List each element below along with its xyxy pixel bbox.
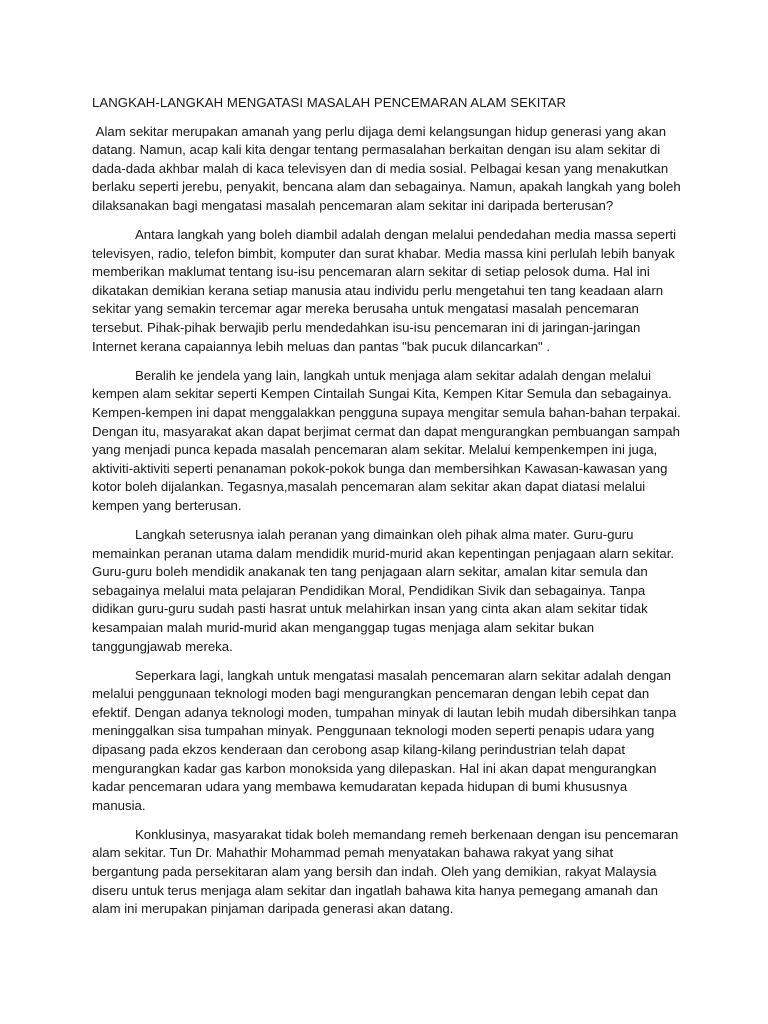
paragraph-media-massa: Antara langkah yang boleh diambil adalah dengan melalui pendedahan media massa seperti televisyen, radio, telefon bimbit, komputer dan surat khabar. Media massa kini perlulah lebih banyak memberikan maklumat tentang isu-isu pencemaran alarn sekitar di setiap pelosok duma. Hal ini dikatakan demikian kerana setiap manusia atau individu perlu mengetahui ten tang keadaan alarn sekitar yang semakin tercemar agar mereka berusaha untuk mengatasi masalah pencemaran tersebut. Pihak-pihak berwajib perlu mendedahkan isu-isu pencemaran ini di jaringan-jaringan Internet kerana capaiannya lebih meluas dan pantas "bak pucuk dilancarkan" . — [92, 227, 680, 354]
document-title: LANGKAH-LANGKAH MENGATASI MASALAH PENCEMARAN ALAM SEKITAR — [92, 95, 567, 110]
paragraph-konklusi: Konklusinya, masyarakat tidak boleh memandang remeh berkenaan dengan isu pencemaran alam sekitar. Tun Dr. Mahathir Mohammad pemah menyatakan bahawa rakyat yang sihat bergantung pada persekitaran alam yang bersih dan indah. Oleh yang demikian, rakyat Malaysia diseru untuk terus menjaga alam sekitar dan ingatlah bahawa kita hanya pemegang amanah dan alam ini merupakan pinjaman daripada generasi akan datang. — [92, 826, 682, 917]
paragraph-guru: Langkah seterusnya ialah peranan yang dimainkan oleh pihak alma mater. Guru-guru memainkan peranan utama dalam mendidik murid-murid akan kepentingan penjagaan alarn sekitar. Guru-guru boleh mendidik anakanak ten tang penjagaan alarn sekitar, amalan kitar semula dan sebagainya melalui mata pelajaran Pendidikan Moral, Pendidikan Sivik dan sebagainya. Tanpa didikan guru-guru sudah pasti hasrat untuk melahirkan insan yang cinta akan alam sekitar tidak kesampaian malah murid-murid akan menganggap tugas menjaga alam sekitar bukan tanggungjawab mereka. — [92, 526, 678, 654]
paragraph-intro: Alam sekitar merupakan amanah yang perlu dijaga demi kelangsungan hidup generasi yang akan datang. Namun, acap kali kita dengar tentang permasalahan berkaitan dengan isu alam sekitar di dada-dada akhbar malah di kaca televisyen dan di media sosial. Pelbagai kesan yang menakutkan berlaku seperti jerebu, penyakit, bencana alam dan sebagainya. Namun, apakah langkah yang boleh dilaksanakan bagi mengatasi masalah pencemaran alam sekitar ini daripada berterusan? — [92, 123, 685, 213]
paragraph-kempen: Beralih ke jendela yang lain, langkah untuk menjaga alam sekitar adalah dengan melalui kempen alam sekitar seperti Kempen Cintailah Sungai Kita, Kempen Kitar Semula dan sebagainya. Kempen-kempen ini dapat menggalakkan pengguna supaya mengitar semula bahan-bahan terpakai. Dengan itu, masyarakat akan dapat berjimat cermat dan dapat mengurangkan pembuangan sampah yang menjadi punca kepada masalah pencemaran alam sekitar. Melalui kempenkempen ini juga, aktiviti-aktiviti seperti penanaman pokok-pokok bunga dan membersihkan Kawasan-kawasan yang kotor boleh dijalankan. Tegasnya,masalah pencemaran alam sekitar akan dapat diatasi melalui kempen yang berterusan. — [92, 367, 685, 513]
document-page — [92, 94, 685, 929]
paragraph-teknologi: Seperkara lagi, langkah untuk mengatasi masalah pencemaran alarn sekitar adalah dengan melalui penggunaan teknologi moden bagi mengurangkan pencemaran dengan lebih cepat dan efektif. Dengan adanya teknologi moden, tumpahan minyak di lautan lebih mudah dibersihkan tanpa meninggalkan sisa tumpahan minyak. Penggunaan teknologi moden seperti penapis udara yang dipasang pada ekzos kenderaan dan cerobong asap kilang-kilang perindustrian telah dapat mengurangkan kadar gas karbon monoksida yang dilepaskan. Hal ini akan dapat mengurangkan kadar pencemaran udara yang membawa kemudaratan kepada hidupan di bumi khususnya manusia. — [92, 667, 680, 813]
